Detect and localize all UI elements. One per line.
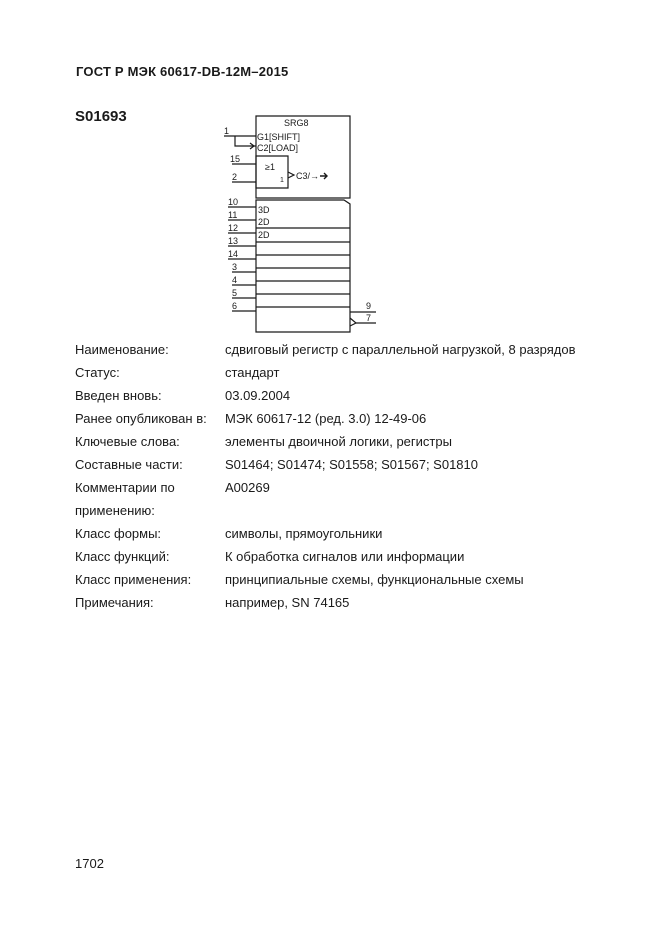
- field-label: Ранее опубликован в:: [75, 411, 207, 426]
- pin-shift: 1: [224, 126, 230, 136]
- pin-gate-a: 15: [230, 154, 241, 164]
- pin-d6: 5: [232, 288, 238, 298]
- field-row: [75, 407, 635, 430]
- field-value: МЭК 60617-12 (ред. 3.0) 12-49-06: [225, 411, 427, 426]
- field-row: [75, 499, 635, 522]
- register-title: SRG8: [284, 118, 309, 128]
- cell-label-first: 2D: [258, 217, 270, 227]
- pin-d4: 3: [232, 262, 238, 272]
- shift-register-symbol: [220, 112, 380, 344]
- field-row: [75, 384, 635, 407]
- field-row: [75, 591, 635, 614]
- field-label: Примечания:: [75, 595, 154, 610]
- pin-output-q: 9: [366, 301, 372, 311]
- pin-d5: 4: [232, 275, 238, 285]
- field-label: Комментарии по: [75, 480, 175, 495]
- attribute-list: [75, 338, 635, 614]
- pin-d0: 11: [228, 210, 238, 220]
- pin-d3: 14: [228, 249, 239, 259]
- field-value: сдвиговый регистр с параллельной нагрузкой, 8 разрядов: [225, 342, 576, 357]
- gate-output-index: 1: [280, 177, 284, 184]
- pin-d2: 13: [228, 236, 239, 246]
- symbol-code: S01693: [75, 108, 127, 125]
- field-value: 03.09.2004: [225, 388, 291, 403]
- document-header: ГОСТ Р МЭК 60617-DB-12M–2015: [76, 64, 289, 79]
- field-label: Класс формы:: [75, 526, 162, 541]
- field-value: [225, 499, 635, 522]
- field-value: символы, прямоугольники: [225, 526, 383, 541]
- field-label: Составные части:: [75, 457, 183, 472]
- field-label: Статус:: [75, 365, 120, 380]
- field-row: [75, 453, 635, 476]
- field-value: например, SN 74165: [225, 595, 350, 610]
- field-label: Класс применения:: [75, 572, 192, 587]
- field-row: [75, 430, 635, 453]
- field-label: Класс функций:: [75, 549, 170, 564]
- field-row: [75, 338, 635, 361]
- pin-output-qn: 7: [366, 313, 372, 323]
- field-label: Ключевые слова:: [75, 434, 180, 449]
- page-number: 1702: [75, 856, 104, 871]
- field-row: [75, 522, 635, 545]
- field-row: [75, 476, 635, 499]
- control-shift-label: G1[SHIFT]: [257, 132, 301, 142]
- field-value: элементы двоичной логики, регистры: [225, 434, 452, 449]
- control-block-outline: [256, 116, 350, 198]
- field-label: Введен вновь:: [75, 388, 162, 403]
- clock-label: C3/→: [296, 171, 320, 181]
- field-row: [75, 568, 635, 591]
- field-value: S01464; S01474; S01558; S01567; S01810: [225, 457, 478, 472]
- pin-serial: 10: [228, 197, 239, 207]
- cell-label-second: 2D: [258, 230, 270, 240]
- pin-d7: 6: [232, 301, 238, 311]
- field-row: [75, 361, 635, 384]
- field-label: применению:: [75, 503, 155, 518]
- pin-d1: 12: [228, 223, 239, 233]
- gate-symbol: ≥1: [265, 162, 275, 172]
- cell-label-serial: 3D: [258, 205, 270, 215]
- field-label: Наименование:: [75, 342, 169, 357]
- register-cells-outline: [256, 200, 350, 332]
- field-value: К обработка сигналов или информации: [225, 549, 465, 564]
- field-value: принципиальные схемы, функциональные схемы: [225, 572, 524, 587]
- field-value: стандарт: [225, 365, 280, 380]
- control-load-label: C2[LOAD]: [257, 143, 299, 153]
- pin-gate-b: 2: [232, 172, 238, 182]
- field-row: [75, 545, 635, 568]
- field-value: A00269: [225, 480, 270, 495]
